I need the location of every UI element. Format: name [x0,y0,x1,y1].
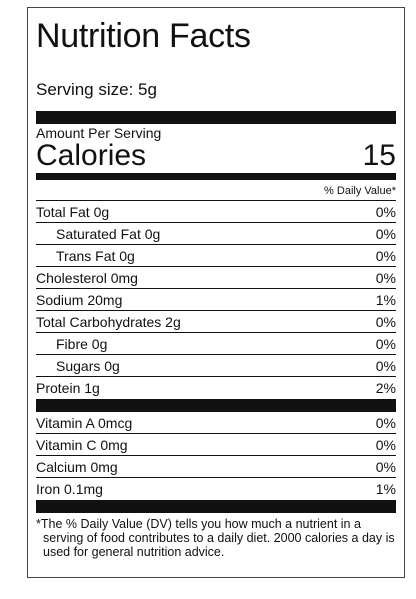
nutrient-dv: 0% [375,357,396,374]
nutrient-dv: 0% [375,414,396,431]
thick-divider [36,500,396,513]
daily-value-header: % Daily Value* [36,180,396,201]
nutrient-name: Total Carbohydrates 2g [36,313,181,330]
medium-divider [36,173,396,180]
footnote: *The % Daily Value (DV) tells you how much a nutrient in a serving of food contributes to a daily diet. 2000 calories a day is used for general nutrition advice. [36,517,395,559]
nutrient-dv: 1% [375,481,396,497]
nutrient-dv: 0% [375,436,396,453]
nutrient-dv: 0% [375,225,396,242]
thick-divider [36,399,396,412]
nutrient-dv: 0% [375,203,396,220]
nutrient-row-protein [36,377,396,399]
nutrient-dv: 0% [375,458,396,475]
nutrient-row-saturated-fat [36,223,396,245]
nutrient-row-vitamin-a [36,412,396,434]
nutrient-name: Calcium 0mg [36,458,118,475]
nutrient-dv: 1% [375,291,396,308]
nutrient-name: Vitamin A 0mcg [36,414,133,431]
nutrient-row-vitamin-c [36,434,396,456]
nutrient-name: Fibre 0g [56,335,108,352]
serving-size: Serving size: 5g [36,80,157,99]
nutrient-dv: 0% [375,313,396,330]
calories-label: Calories [36,139,147,172]
nutrient-name: Total Fat 0g [36,203,110,220]
calories-value: 15 [362,139,396,172]
label-title: Nutrition Facts [36,17,251,55]
nutrient-row-iron [36,478,396,500]
nutrient-name: Iron 0.1mg [36,481,103,497]
nutrition-facts-label [27,7,405,578]
calories-row [36,141,396,171]
nutrient-row-calcium [36,456,396,478]
nutrient-row-total-carbohydrates [36,311,396,333]
nutrient-name: Saturated Fat 0g [56,225,161,242]
nutrient-dv: 0% [375,335,396,352]
amount-per-serving: Amount Per Serving [36,125,162,141]
nutrient-row-cholesterol [36,267,396,289]
nutrient-dv: 0% [375,269,396,286]
nutrient-name: Cholesterol 0mg [36,269,138,286]
nutrient-name: Sodium 20mg [36,291,123,308]
nutrient-row-trans-fat [36,245,396,267]
nutrient-name: Protein 1g [36,380,100,396]
nutrient-row-sodium [36,289,396,311]
nutrient-row-total-fat [36,201,396,223]
nutrient-name: Sugars 0g [56,357,120,374]
nutrient-row-sugars [36,355,396,377]
nutrient-dv: 0% [375,247,396,264]
thick-divider [36,111,396,124]
nutrient-name: Vitamin C 0mg [36,436,128,453]
nutrient-name: Trans Fat 0g [56,247,135,264]
nutrient-dv: 2% [375,380,396,396]
nutrient-row-fibre [36,333,396,355]
